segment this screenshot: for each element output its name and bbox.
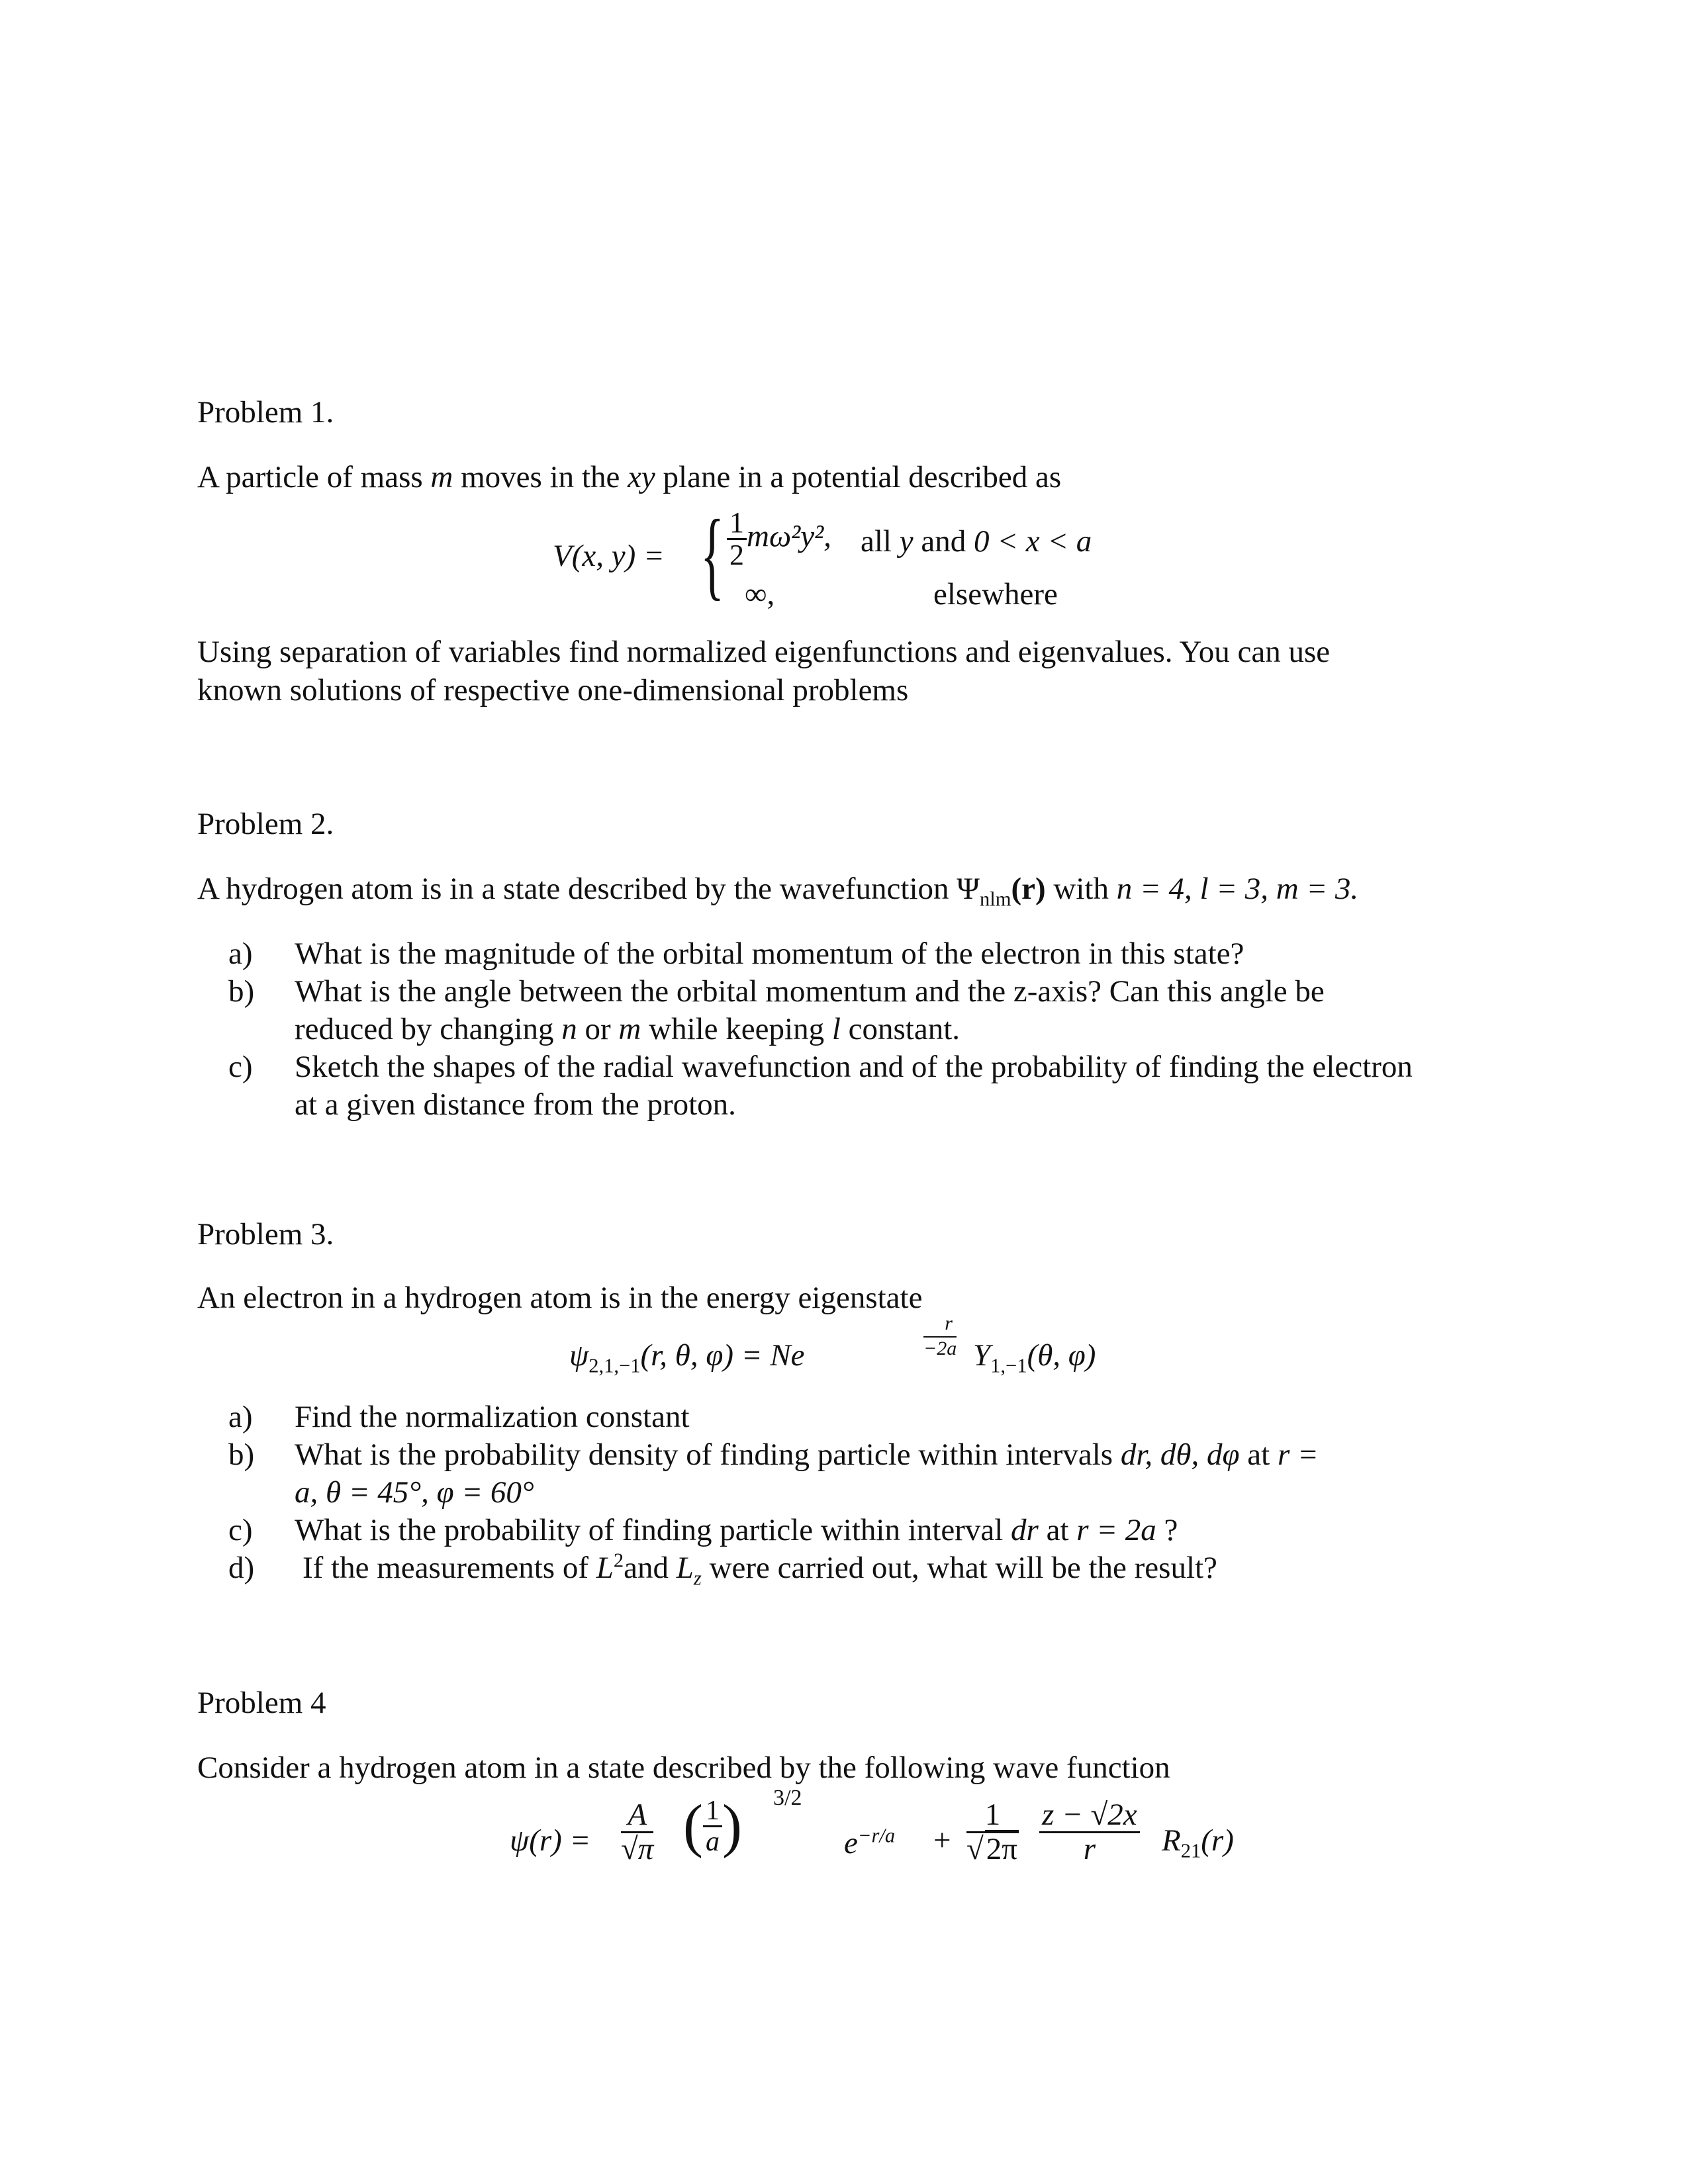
wavefunction-equation: ψ(r) = $\frac{A}{√\pi}$ ( $\frac{1}{a}$ ) 3/2 $e^{-r/a}$ + $\frac{1}{√2\pi}$ $\frac{z - √2x}{r}$ $R_{21}(r)$ <box>510 1786 1234 1867</box>
potential-lhs: V(x, y) = <box>553 539 665 573</box>
problem-2-item-b: b) What is the angle between the orbital momentum and the z-axis? Can this angle be <box>228 974 1325 1009</box>
problem-1-intro: A particle of mass m moves in the xy plane in a potential described as <box>197 460 1062 494</box>
problem-2-title: Problem 2. <box>197 807 334 841</box>
problem-3-item-b-cont: a, θ = 45°, φ = 60° <box>295 1475 534 1510</box>
problem-3-title: Problem 3. <box>197 1217 334 1251</box>
exponent-three-halves: 3/2 <box>773 1786 802 1810</box>
problem-2-item-a: a) What is the magnitude of the orbital momentum of the electron in this state? <box>228 936 1244 971</box>
problem-1-body-line2: known solutions of respective one-dimensional problems <box>197 673 909 707</box>
exponent-fraction: r −2a <box>923 1312 957 1359</box>
problem-3-item-a: a) Find the normalization constant <box>228 1400 690 1434</box>
case2-condition: elsewhere <box>933 577 1058 612</box>
problem-1-body-line1: Using separation of variables find normalized eigenfunctions and eigenvalues. You can use <box>197 635 1331 669</box>
paren-group: ( $\frac{1}{a}$ ) <box>683 1793 742 1859</box>
case1-expression: $\frac{1}{2}$ mω²y², <box>727 508 831 570</box>
problem-2-item-c-cont: at a given distance from the proton. <box>295 1087 736 1122</box>
problem-3-item-d: d) If the measurements of $L^2and$ $L_z$ were carried out, what will be the result? <box>228 1549 1217 1590</box>
wavefunction-lhs: ψ(r) = <box>510 1823 591 1858</box>
problem-2-item-c: c) Sketch the shapes of the radial wavefunction and of the probability of finding the electron <box>228 1050 1413 1084</box>
problem-3-list <box>228 1402 1552 1600</box>
potential-equation <box>543 500 1139 619</box>
case1-condition: all y and 0 < x < a <box>861 524 1092 559</box>
case2-expression: ∞, <box>745 577 775 612</box>
problem-1-title: Problem 1. <box>197 395 334 430</box>
problem-4-title: Problem 4 <box>197 1686 326 1720</box>
problem-3-intro: An electron in a hydrogen atom is in the energy eigenstate <box>197 1281 923 1315</box>
problem-3-item-b: b) What is the probability density of finding particle within intervals dr, dθ, dφ at r = <box>228 1437 1319 1472</box>
problem-2-item-b-cont: reduced by changing n or m while keeping l constant. <box>295 1012 961 1046</box>
eigenstate-equation: $\psi_{2,1,-1}(r$, θ, φ) = Ne r −2a $Y_{1,-1}(\theta$, φ) <box>569 1312 1096 1377</box>
problem-2-intro: A hydrogen atom is in a state described by the wavefunction $\Psi_{nlm}(r)$ with n = 4, l = 3, m = 3. <box>197 872 1359 911</box>
problem-2-list <box>228 938 1552 1137</box>
problem-3-item-c: c) What is the probability of finding particle within interval dr at r = 2a ? <box>228 1513 1178 1547</box>
problem-4-intro: Consider a hydrogen atom in a state described by the following wave function <box>197 1751 1170 1785</box>
piecewise-brace: { <box>700 500 724 610</box>
